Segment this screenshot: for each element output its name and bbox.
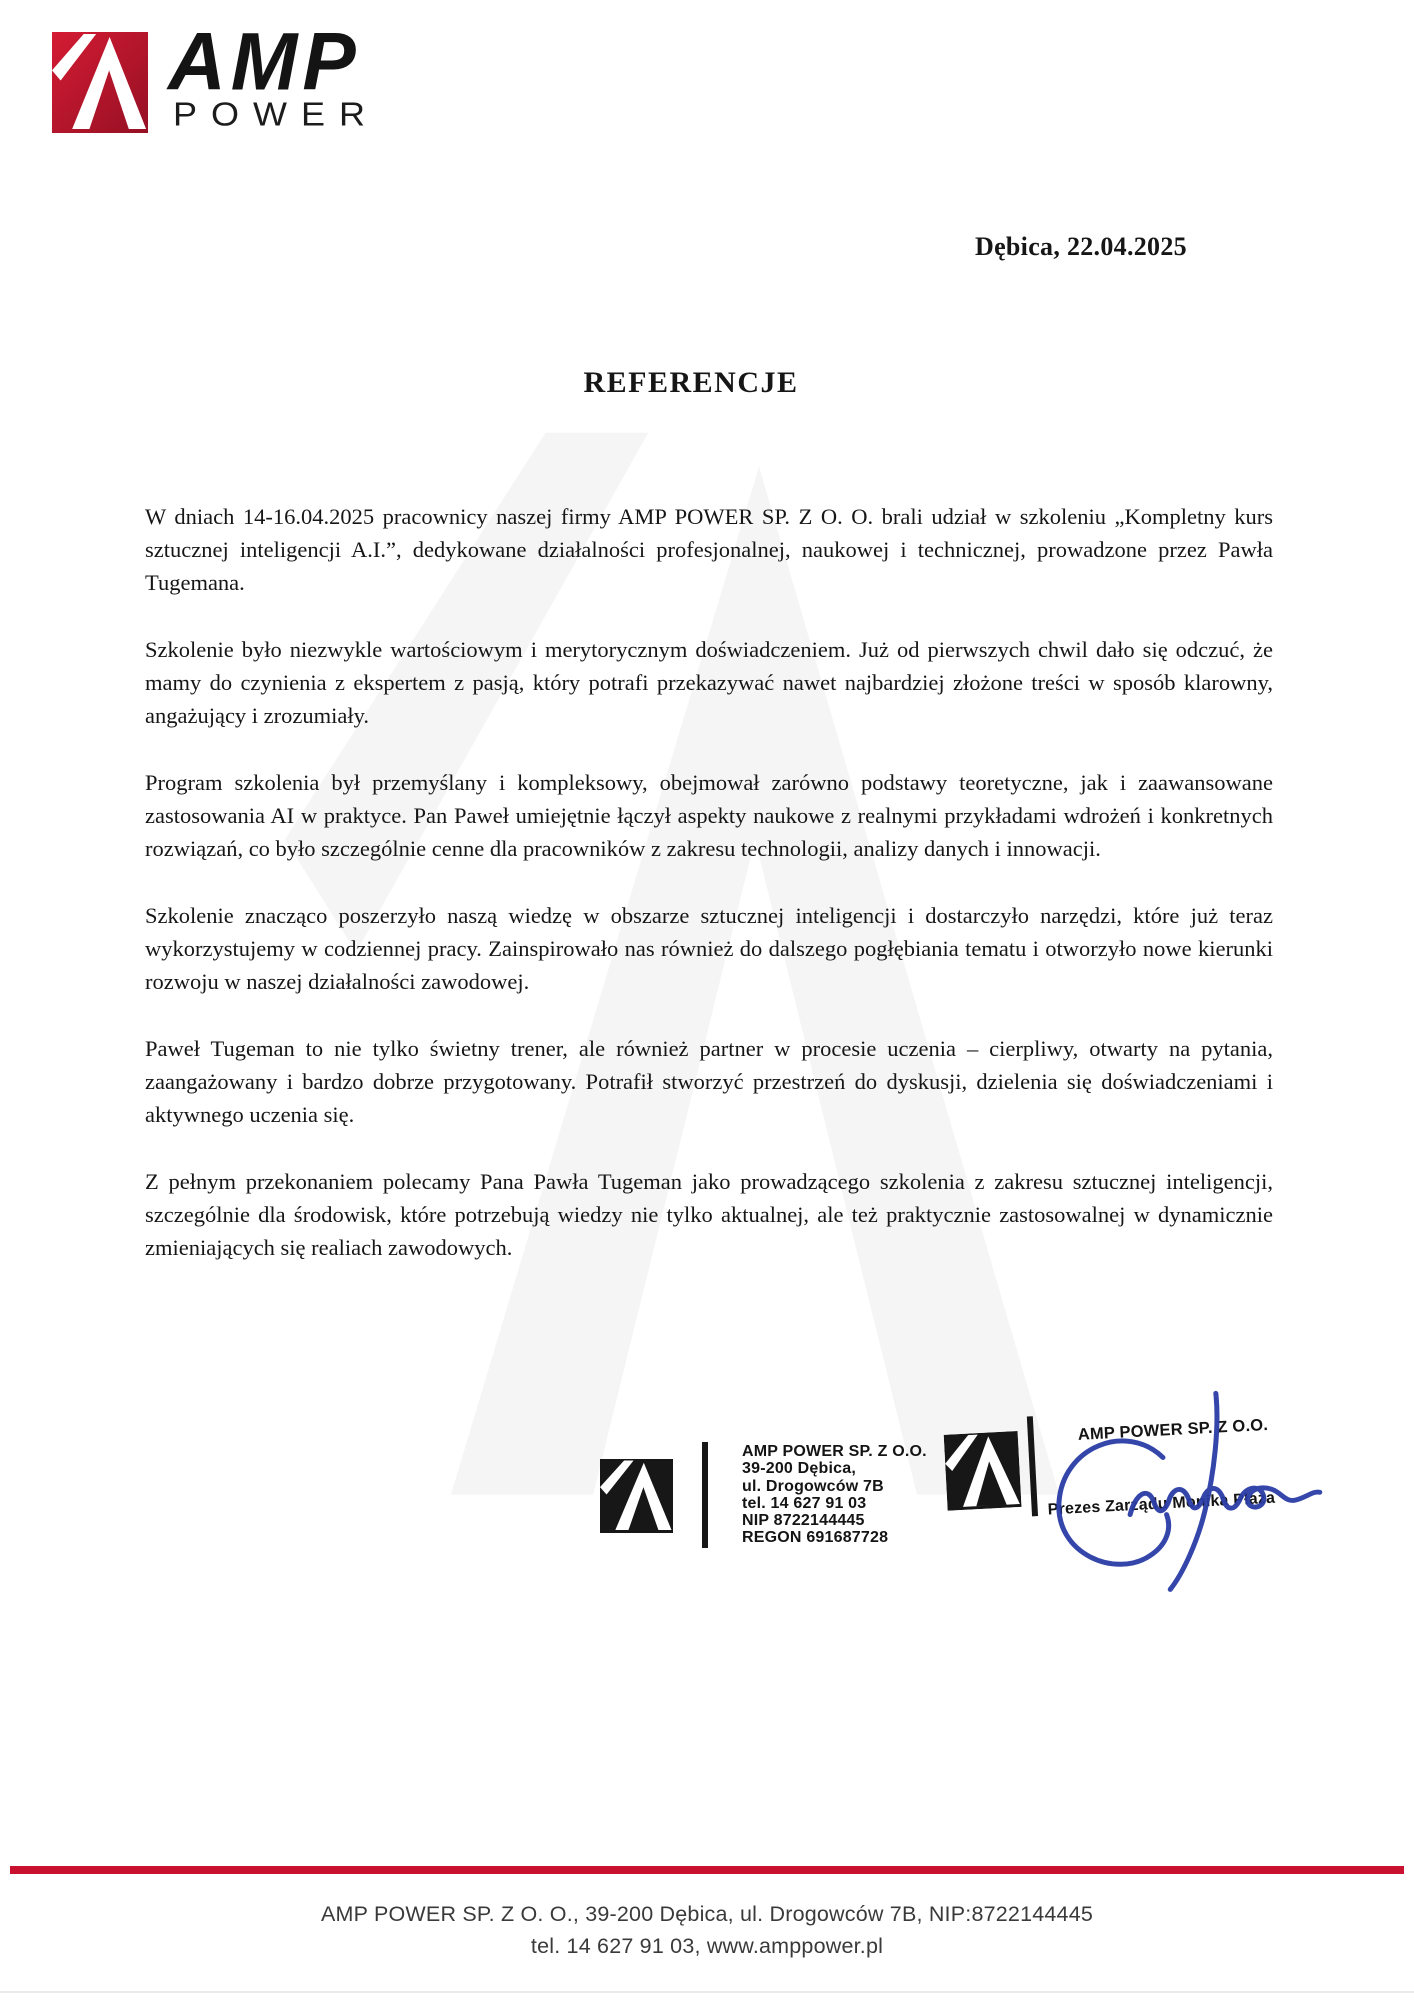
brand-wordmark-power: POWER xyxy=(173,95,380,133)
stamp-line: 39-200 Dębica, xyxy=(742,1460,856,1478)
body-paragraph-4: Szkolenie znacząco poszerzyło naszą wiedzę w obszarze sztucznej inteligencji i dostarczyło narzędzi, które już teraz wykorzystujemy w codziennej pracy. Zainspirowało nas również do dalszego pogłębiania tematu i otworzyło nowe kierunki rozwoju w naszej działalności zawodowej. xyxy=(145,903,1273,994)
body-paragraph-2: Szkolenie było niezwykle wartościowym i merytorycznym doświadczeniem. Już od pierwszych chwil dało się odczuć, że mamy do czynienia z ekspertem z pasją, który potrafi przekazywać nawet najbardziej złożone treści w sposób klarowny, angażujący i zrozumiały. xyxy=(145,637,1273,728)
stamp-signer-name: Prezes Zarządu Monika Płaza xyxy=(1047,1489,1276,1519)
document-title: REFERENCJE xyxy=(583,366,799,399)
signature-scribble xyxy=(1028,1388,1338,1593)
letter-body xyxy=(145,500,1273,1298)
body-paragraph-6: Z pełnym przekonaniem polecamy Pana Pawła Tugeman jako prowadzącego szkolenia z zakresu sztucznej inteligencji, szczególnie dla środowisk, które potrzebują wiedzy nie tylko aktualnej, ale też praktycznie zastosowalnej w dynamicznie zmieniających się realiach zawodowych. xyxy=(145,1169,1273,1260)
footer-rule xyxy=(10,1866,1404,1874)
stamp-line: tel. 14 627 91 03 xyxy=(742,1494,867,1512)
stamp-line: REGON 691687728 xyxy=(742,1529,889,1547)
dateline: Dębica, 22.04.2025 xyxy=(975,232,1187,261)
stamp-company-name: AMP POWER SP. Z O.O. xyxy=(1077,1415,1269,1444)
stamp-logo-icon xyxy=(600,1459,673,1533)
company-address-stamp xyxy=(597,1440,927,1560)
stamp-line: NIP 8722144445 xyxy=(742,1512,865,1530)
stamp-address-lines xyxy=(742,1443,927,1547)
body-paragraph-5: Paweł Tugeman to nie tylko świetny trener, ale również partner w procesie uczenia – cierpliwy, otwarty na pytania, zaangażowany i bardzo dobrze przygotowany. Potrafił stworzyć przestrzeń do dyskusji, dzielenia się doświadczeniami i aktywnego uczenia się. xyxy=(145,1036,1273,1127)
body-paragraph-3: Program szkolenia był przemyślany i kompleksowy, obejmował zarówno podstawy teoretyczne, jak i zaawansowane zastosowania AI w praktyce. Pan Paweł umiejętnie łączył aspekty naukowe z realnymi przykładami wdrożeń i konkretnych rozwiązań, co było szczególnie cenne dla pracowników z zakresu technologii, analizy danych i innowacji. xyxy=(145,770,1273,861)
stamp-logo-icon xyxy=(944,1431,1022,1511)
stamp-line: AMP POWER SP. Z O.O. xyxy=(742,1443,927,1460)
scan-edge-artifact xyxy=(0,1991,1414,1993)
amp-logo-icon xyxy=(52,32,148,133)
brand-wordmark-amp: AMP xyxy=(168,16,361,107)
footer-address: AMP POWER SP. Z O. O., 39-200 Dębica, ul. Drogowców 7B, NIP:8722144445 xyxy=(320,1902,1094,1926)
footer-contact: tel. 14 627 91 03, www.amppower.pl xyxy=(530,1934,884,1958)
body-paragraph-1: W dniach 14-16.04.2025 pracownicy naszej firmy AMP POWER SP. Z O. O. brali udział w szkoleniu „Kompletny kurs sztucznej inteligencji A.I.”, dedykowane działalności profesjonalnej, naukowej i technicznej, prowadzone przez Pawła Tugemana. xyxy=(145,504,1273,595)
stamp-line: ul. Drogowców 7B xyxy=(742,1477,884,1495)
stamp-divider xyxy=(702,1442,708,1548)
